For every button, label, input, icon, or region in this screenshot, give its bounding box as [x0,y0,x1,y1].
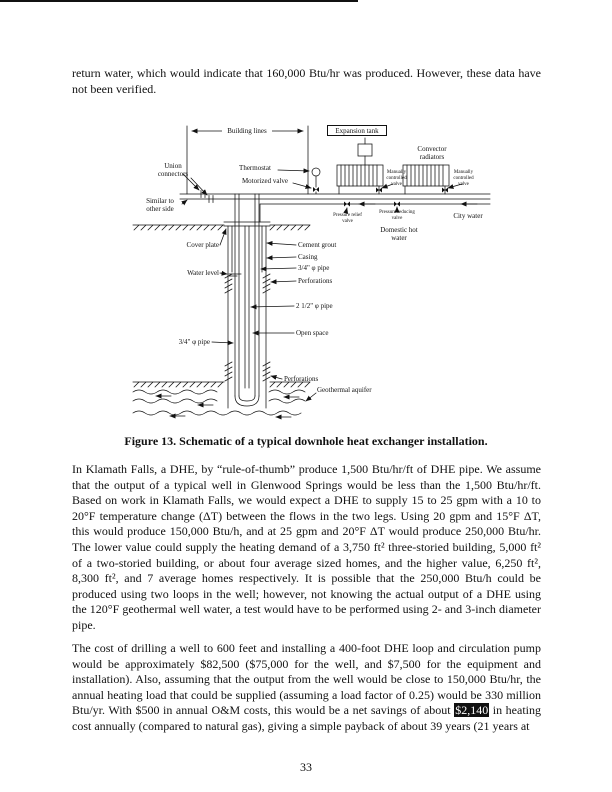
heating-pipes [180,192,490,199]
label-city-water: City water [453,212,483,220]
label-expansion-tank: Expansion tank [327,125,387,136]
label-perforations-upper: Perforations [298,277,333,285]
label-casing: Casing [298,253,318,261]
label-building-lines: Building lines [222,127,272,135]
ground-surface-hatch [133,225,310,230]
geothermal-aquifer-marks [133,382,310,417]
label-motorized-valve: Motorized valve [241,177,289,185]
scan-artifact [0,0,358,2]
label-water-level: Water level [187,269,219,277]
body-paragraph: In Klamath Falls, a DHE, by “rule-of-thumb” produce 1,500 Btu/hr/ft of DHE pipe. We assume that the output of a typical well in Glenwood Springs would be less than the 1,500 Btu/hr/ft. Based on work in Klamath Falls, we would expect a DHE to supply 15 to 25 gpm with a 10 to 20°F temperature change (ΔT) between the flows in the two legs. Using 20 gpm and 15°F ΔT, this would produce 150,000 Btu/h, and at 25 gpm and 20°F ΔT would produce 250,000 Btu/hr. The lower value could supply the heating demand of a 3,750 ft² three-storied building, 5,000 ft² of a two-storied building, or about four average sized homes, and the higher value, 6,250 ft², 8,300 ft², and 7 average homes respectively. It is possible that the 250,000 Btu/h could be produced using two loops in the well; however, not knowing the actual output of a DHE using the 120°F geothermal well water, a test would have to be performed using 2- and 3-inch diameter pipe. [72,462,541,632]
label-union-connectors: Union connectors [157,162,189,179]
perforations-marks [225,274,270,381]
label-open-space: Open space [296,329,329,337]
figure-caption: Figure 13. Schematic of a typical downhole heat exchanger installation. [124,434,488,448]
cost-text-after: in heating cost annually (compared to natural gas), giving a simple payback of about 39 years (21 years at [72,703,542,733]
label-thermostat: Thermostat [239,164,271,172]
label-manual-valve-left: Manually controlled valve [386,170,407,187]
page-number: 33 [300,760,312,774]
intro-paragraph: return water, which would indicate that 160,000 Btu/hr was produced. However, these data have not been verified. [72,66,541,96]
cost-text-before: The cost of drilling a well to 600 feet and installing a 400-foot DHE loop and circulation pump would be approximately $82,500 ($75,000 for the well, and $7,500 for the equipment and installation). Also, assuming that the output from the well would be close to 150,000 Btu/hr, the annual heating load that could be supplied (assuming a load factor of 0.25) would be 330 million Btu/yr. With $500 in annual O&M costs, this would be a net savings of about [72,641,541,718]
label-pipe-34-upper: 3/4" φ pipe [298,264,330,272]
label-cover-plate: Cover plate [186,241,219,249]
label-pipe-34-lower: 3/4" φ pipe [178,338,210,346]
union-connectors-symbol [201,191,213,203]
label-cement-grout: Cement grout [298,241,337,249]
label-convector-radiators: Convector radiators [417,145,447,162]
label-pipe-2-12: 2 1/2" φ pipe [296,302,333,310]
label-perforations-lower: Perforations [284,375,319,383]
label-geothermal-aquifer: Geothermal aquifer [317,386,372,394]
manual-valve-symbols [376,188,448,193]
thermostat-symbol [312,168,320,187]
label-pressure-reducing-valve: Pressure reducing valve [379,210,415,221]
cost-paragraph [72,641,541,735]
label-similar-to-other-side: Similar to other side [146,197,174,214]
highlighted-value: $2,140 [455,703,489,718]
figure-13-diagram [125,120,505,428]
label-pressure-relief-valve: Pressure relief valve [333,213,362,224]
label-manual-valve-right: Manually controlled valve [453,170,474,187]
expansion-tank-symbol [358,138,372,165]
motorized-valve-symbol [313,187,319,192]
leader-lines [182,170,462,401]
label-domestic-hot-water: Domestic hot water [380,226,418,243]
